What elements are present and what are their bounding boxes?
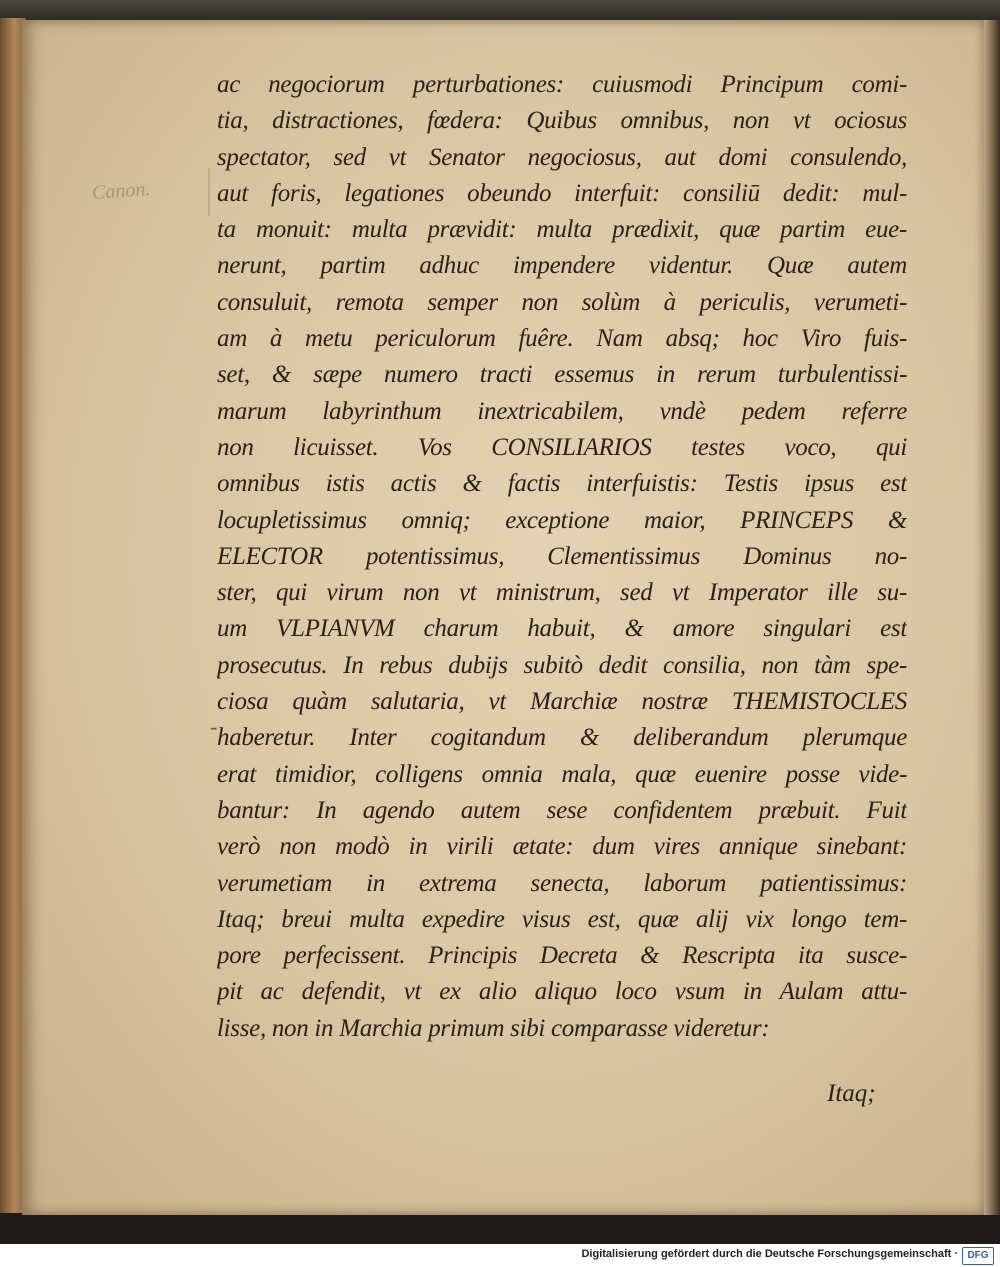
- text-line: pit ac defendit, vt ex alio aliquo loco vsum in Aulam attu-: [217, 978, 907, 1006]
- text-line: um VLPIANVM charum habuit, & amore singulari est: [217, 615, 907, 643]
- text-line: non licuisset. Vos CONSILIARIOS testes voco, qui: [217, 433, 907, 461]
- book-top-edge: [0, 0, 1000, 22]
- text-line: verò non modò in virili ætate: dum vires annique sinebant:: [217, 833, 907, 861]
- text-line: haberetur. Inter cogitandum & deliberandum plerumque: [217, 724, 907, 752]
- text-line: am à metu periculorum fuêre. Nam absq; hoc Viro fuis-: [217, 325, 907, 353]
- text-line: prosecutus. In rebus dubijs subitò dedit consilia, non tàm spe-: [217, 651, 907, 679]
- margin-dash: -: [210, 714, 218, 739]
- text-line: verumetiam in extrema senecta, laborum patientissimus:: [217, 869, 907, 897]
- text-line: ciosa quàm salutaria, vt Marchiæ nostræ THEMISTOCLES: [217, 688, 907, 716]
- text-line: nerunt, partim adhuc impendere videntur. Quæ autem: [217, 252, 907, 280]
- footer-credit: Digitalisierung gefördert durch die Deutsche Forschungsgemeinschaft ·: [581, 1248, 958, 1260]
- text-line: marum labyrinthum inextricabilem, vndè pedem referre: [217, 397, 907, 425]
- text-line: ta monuit: multa prævidit: multa prædixit, quæ partim eue-: [217, 216, 907, 244]
- margin-note: Canon.: [91, 177, 152, 205]
- text-line: erat timidior, colligens omnia mala, quæ euenire posse vide-: [217, 760, 907, 788]
- text-line: locupletissimus omniq; exceptione maior, PRINCEPS &: [217, 506, 907, 534]
- text-line: ELECTOR potentissimus, Clementissimus Dominus no-: [217, 542, 907, 570]
- dfg-logo: DFG: [962, 1247, 994, 1265]
- footer-bar: [0, 1244, 1000, 1267]
- text-line: tia, distractiones, fœdera: Quibus omnibus, non vt ociosus: [217, 107, 907, 135]
- text-line: omnibus istis actis & factis interfuistis: Testis ipsus est: [217, 470, 907, 498]
- text-line: set, & sæpe numero tracti essemus in rerum turbulentissi-: [217, 361, 907, 389]
- text-line: ac negociorum perturbationes: cuiusmodi Principum comi-: [217, 71, 907, 98]
- text-line: aut foris, legationes obeundo interfuit: consiliū dedit: mul-: [217, 179, 907, 207]
- text-line: pore perfecissent. Principis Decreta & Rescripta ita susce-: [217, 942, 907, 970]
- page-edge: [982, 20, 1000, 1215]
- text-line: consuluit, remota semper non solùm à periculis, verumeti-: [217, 288, 907, 316]
- book-page: [22, 20, 984, 1215]
- text-line: spectator, sed vt Senator negociosus, aut domi consulendo,: [217, 143, 907, 171]
- text-line: lisse, non in Marchia primum sibi comparasse videretur:: [217, 1014, 770, 1042]
- catchword: Itaq;: [827, 1080, 876, 1107]
- text-line: ster, qui virum non vt ministrum, sed vt Imperator ille su-: [217, 579, 907, 607]
- text-line: Itaq; breui multa expedire visus est, quæ alij vix longo tem-: [217, 905, 907, 933]
- text-line: bantur: In agendo autem sese confidentem præbuit. Fuit: [217, 796, 907, 824]
- margin-bracket: [208, 168, 210, 216]
- text-block: [217, 67, 907, 1047]
